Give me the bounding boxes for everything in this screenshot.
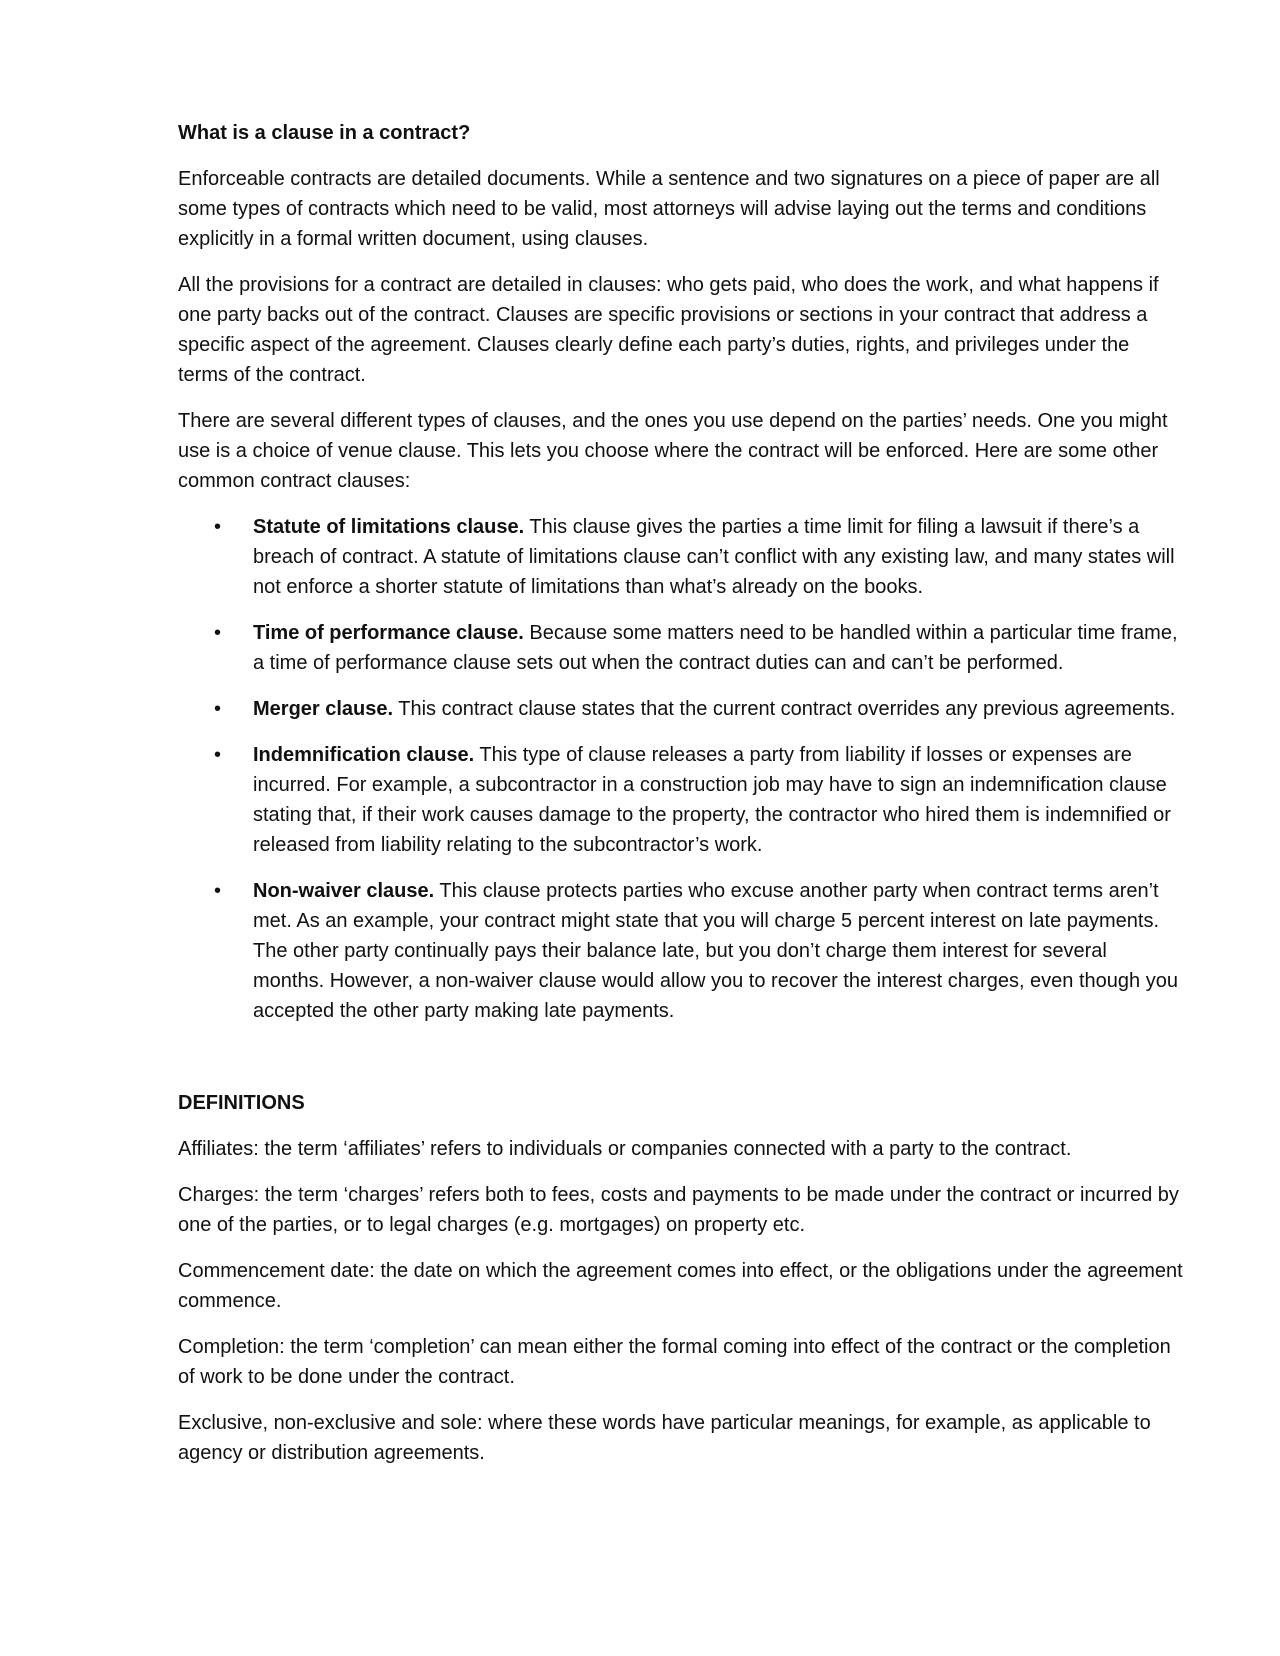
list-item-indemnification — [178, 740, 1183, 860]
definition-affiliates: Affiliates: the term ‘affiliates’ refers to individuals or companies connected with a party to the contract. — [178, 1138, 1072, 1160]
definition-completion: Completion: the term ‘completion’ can mean either the formal coming into effect of the contract or the completion of work to be done under the contract. — [178, 1336, 1171, 1388]
bullet-icon: • — [214, 622, 222, 644]
bullet-icon: • — [214, 516, 222, 538]
bullet-icon: • — [214, 880, 222, 902]
paragraph-intro: Enforceable contracts are detailed documents. While a sentence and two signatures on a piece of paper are all some types of contracts which need to be valid, most attorneys will advise laying out the terms and conditions explicitly in a formal written document, using clauses. — [178, 168, 1160, 250]
bullet-icon: • — [214, 744, 222, 766]
clause-term: Merger clause. — [253, 698, 394, 720]
clause-term: Statute of limitations clause. — [253, 516, 525, 538]
list-item-time-of-performance — [178, 618, 1183, 678]
paragraph-provisions: All the provisions for a contract are detailed in clauses: who gets paid, who does the work, and what happens if one party backs out of the contract. Clauses are specific provisions or sections in your contract that address a specific aspect of the agreement. Clauses clearly define each party’s duties, rights, and privileges under the terms of the contract. — [178, 274, 1159, 386]
clause-term: Time of performance clause. — [253, 622, 524, 644]
clause-term: Indemnification clause. — [253, 744, 475, 766]
list-item-non-waiver — [178, 876, 1183, 1026]
clause-description: This clause gives the parties a time limit for filing a lawsuit if there’s a breach of contract. A statute of limitations clause can’t conflict with any existing law, and many states will not enforce a shorter statute of limitations than what’s already on the books. — [253, 516, 1175, 598]
section-spacer — [178, 1042, 1183, 1088]
section-heading-definitions: DEFINITIONS — [178, 1092, 305, 1114]
clause-description: This type of clause releases a party from liability if losses or expenses are incurred. For example, a subcontractor in a construction job may have to sign an indemnification clause stating that, if their work causes damage to the property, the contractor who hired them is indemnified or released from liability relating to the subcontractor’s work. — [253, 744, 1171, 856]
section-heading-clause: What is a clause in a contract? — [178, 122, 471, 144]
clause-description: This contract clause states that the current contract overrides any previous agreements. — [393, 698, 1176, 720]
paragraph-clause-types: There are several different types of clauses, and the ones you use depend on the parties’ needs. One you might use is a choice of venue clause. This lets you choose where the contract will be enforced. Here are some other common contract clauses: — [178, 410, 1168, 492]
clause-term: Non-waiver clause. — [253, 880, 435, 902]
clause-description: This clause protects parties who excuse another party when contract terms aren’t met. As an example, your contract might state that you will charge 5 percent interest on late payments. The other party continually pays their balance late, but you don’t charge them interest for several months. However, a non-waiver clause would allow you to recover the interest charges, even though you accepted the other party making late payments. — [253, 880, 1178, 1022]
bullet-icon: • — [214, 698, 222, 720]
definition-charges: Charges: the term ‘charges’ refers both to fees, costs and payments to be made under the contract or incurred by one of the parties, or to legal charges (e.g. mortgages) on property etc. — [178, 1184, 1179, 1236]
definition-commencement-date: Commencement date: the date on which the agreement comes into effect, or the obligations under the agreement commence. — [178, 1260, 1183, 1312]
definition-exclusive: Exclusive, non-exclusive and sole: where these words have particular meanings, for example, as applicable to agency or distribution agreements. — [178, 1412, 1151, 1464]
list-item-merger — [178, 694, 1183, 724]
list-item-statute-of-limitations — [178, 512, 1183, 602]
document-body — [178, 118, 1183, 1484]
clause-list — [178, 512, 1183, 1026]
clause-description: Because some matters need to be handled within a particular time frame, a time of performance clause sets out when the contract duties can and can’t be performed. — [253, 622, 1178, 674]
